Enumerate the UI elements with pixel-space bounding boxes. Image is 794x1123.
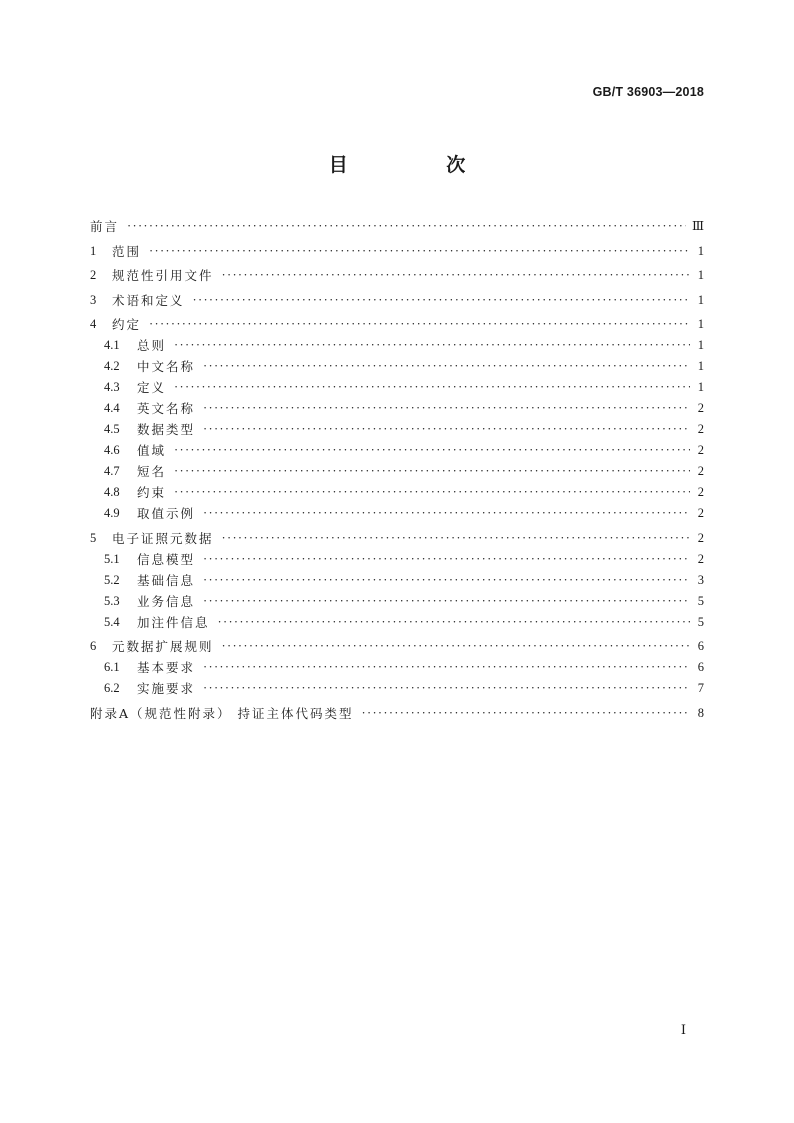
toc-entry-number: 4.6 xyxy=(104,443,120,457)
toc-entry[interactable] xyxy=(90,377,704,398)
toc-entry-page: 1 xyxy=(697,268,704,282)
toc-entry-label: 约定 xyxy=(112,317,142,332)
toc-entry-number: 4.2 xyxy=(104,359,120,373)
toc-entry-page: 1 xyxy=(697,317,704,331)
toc-entry-label: 业务信息 xyxy=(137,593,196,609)
toc-entry-number: 4.4 xyxy=(104,401,120,415)
toc-entry-label: 取值示例 xyxy=(137,506,196,521)
toc-entry-label: 电子证照元数据 xyxy=(112,530,214,546)
toc-entry[interactable] xyxy=(90,591,704,612)
toc-entry-number: 4.9 xyxy=(104,506,120,520)
toc-entry-number: 6 xyxy=(90,639,97,653)
page-number: Ⅰ xyxy=(680,1022,686,1037)
toc-entry[interactable] xyxy=(90,356,704,377)
toc-dot-leader xyxy=(174,377,690,398)
toc-entry[interactable] xyxy=(90,216,704,237)
toc-entry-page: 5 xyxy=(697,593,704,608)
toc-entry[interactable] xyxy=(90,657,704,678)
toc-entry-label: 信息模型 xyxy=(137,551,196,567)
toc-entry[interactable] xyxy=(90,678,704,699)
toc-entry-page: 2 xyxy=(697,530,704,545)
toc-entry-label: 基本要求 xyxy=(137,660,196,675)
toc-entry[interactable] xyxy=(90,241,704,262)
toc-dot-leader xyxy=(203,398,690,419)
toc-dot-leader xyxy=(218,612,690,633)
toc-entry-number: 4.5 xyxy=(104,422,120,436)
toc-entry[interactable] xyxy=(90,265,704,286)
toc-entry[interactable] xyxy=(90,528,704,549)
toc-entry[interactable] xyxy=(90,461,704,482)
toc-entry-label: 实施要求 xyxy=(137,681,196,696)
toc-entry-number: 5.4 xyxy=(104,614,120,629)
table-of-contents xyxy=(90,216,704,724)
toc-dot-leader xyxy=(222,528,690,549)
toc-entry-page: 2 xyxy=(697,506,704,520)
toc-entry-number: 2 xyxy=(90,268,97,282)
toc-entry-number: 1 xyxy=(90,243,97,258)
toc-dot-leader xyxy=(203,678,690,699)
toc-entry-page: 2 xyxy=(697,464,704,478)
toc-entry-page: 8 xyxy=(697,705,704,720)
toc-entry-page: Ⅲ xyxy=(691,219,704,233)
toc-dot-leader xyxy=(203,591,690,612)
toc-entry-page: 1 xyxy=(697,292,704,307)
toc-entry-page: 1 xyxy=(697,338,704,352)
toc-entry-page: 1 xyxy=(697,380,704,394)
toc-entry-page: 2 xyxy=(697,485,704,499)
page-title: 目 次 xyxy=(328,154,512,176)
toc-dot-leader xyxy=(203,419,690,440)
toc-entry[interactable] xyxy=(90,549,704,570)
toc-entry-label: 范围 xyxy=(112,243,142,259)
toc-entry-number: 4 xyxy=(90,317,97,331)
toc-entry-number: 5.2 xyxy=(104,572,120,587)
toc-entry[interactable] xyxy=(90,570,704,591)
toc-entry[interactable] xyxy=(90,503,704,524)
toc-entry-number: 4.8 xyxy=(104,485,120,499)
toc-entry[interactable] xyxy=(90,335,704,356)
toc-entry[interactable] xyxy=(90,419,704,440)
toc-entry[interactable] xyxy=(90,398,704,419)
toc-entry-page: 5 xyxy=(697,614,704,629)
toc-entry-label: 短名 xyxy=(137,464,167,479)
toc-entry[interactable] xyxy=(90,440,704,461)
toc-entry-label: 元数据扩展规则 xyxy=(112,639,214,654)
toc-dot-leader xyxy=(203,657,690,678)
toc-dot-leader xyxy=(174,461,690,482)
toc-dot-leader xyxy=(203,549,690,570)
toc-entry-label: 数据类型 xyxy=(137,422,196,437)
toc-entry-page: 6 xyxy=(697,639,704,653)
toc-entry-page: 1 xyxy=(697,243,704,258)
toc-dot-leader xyxy=(193,290,690,311)
toc-entry-page: 1 xyxy=(697,359,704,373)
toc-dot-leader xyxy=(149,241,690,262)
toc-dot-leader xyxy=(149,314,690,335)
toc-entry-label: 约束 xyxy=(137,485,167,500)
toc-entry-label: 总则 xyxy=(137,338,167,353)
toc-entry-number: 5 xyxy=(90,530,97,545)
toc-entry[interactable] xyxy=(90,290,704,311)
toc-dot-leader xyxy=(127,216,686,237)
toc-entry[interactable] xyxy=(90,314,704,335)
toc-entry-label: 术语和定义 xyxy=(112,292,185,308)
toc-entry-number: 4.7 xyxy=(104,464,120,478)
toc-entry-page: 2 xyxy=(697,551,704,566)
toc-dot-leader xyxy=(203,570,690,591)
toc-entry[interactable] xyxy=(90,703,704,724)
toc-entry-number: 5.3 xyxy=(104,593,120,608)
toc-entry-label: 加注件信息 xyxy=(137,614,210,630)
toc-dot-leader xyxy=(203,503,690,524)
toc-entry-label: 定义 xyxy=(137,380,167,395)
toc-entry-number: 6.2 xyxy=(104,681,120,695)
toc-entry[interactable] xyxy=(90,636,704,657)
toc-entry-label: 值域 xyxy=(137,443,167,458)
toc-entry-label: 中文名称 xyxy=(137,359,196,374)
toc-entry-label: 基础信息 xyxy=(137,572,196,588)
toc-dot-leader xyxy=(174,482,690,503)
toc-entry-page: 6 xyxy=(697,660,704,674)
toc-entry-number: 4.3 xyxy=(104,380,120,394)
toc-entry-label: 规范性引用文件 xyxy=(112,268,214,283)
toc-entry-number: 5.1 xyxy=(104,551,120,566)
toc-entry-page: 2 xyxy=(697,443,704,457)
toc-dot-leader xyxy=(203,356,690,377)
toc-dot-leader xyxy=(362,703,690,724)
toc-entry-number: 3 xyxy=(90,292,97,307)
toc-entry-number: 6.1 xyxy=(104,660,120,674)
toc-entry-label: 英文名称 xyxy=(137,401,196,416)
toc-entry-number: 4.1 xyxy=(104,338,120,352)
toc-dot-leader xyxy=(174,440,690,461)
toc-entry-page: 2 xyxy=(697,422,704,436)
toc-entry[interactable] xyxy=(90,612,704,633)
toc-dot-leader xyxy=(222,636,690,657)
toc-entry-page: 2 xyxy=(697,401,704,415)
toc-entry-label: 前言 xyxy=(90,219,120,234)
toc-entry-page: 3 xyxy=(697,572,704,587)
toc-entry-page: 7 xyxy=(697,681,704,695)
toc-dot-leader xyxy=(222,265,690,286)
toc-entry-label: 附录A（规范性附录） 持证主体代码类型 xyxy=(90,705,354,721)
toc-dot-leader xyxy=(174,335,690,356)
standard-code: GB/T 36903—2018 xyxy=(592,85,704,99)
toc-entry[interactable] xyxy=(90,482,704,503)
